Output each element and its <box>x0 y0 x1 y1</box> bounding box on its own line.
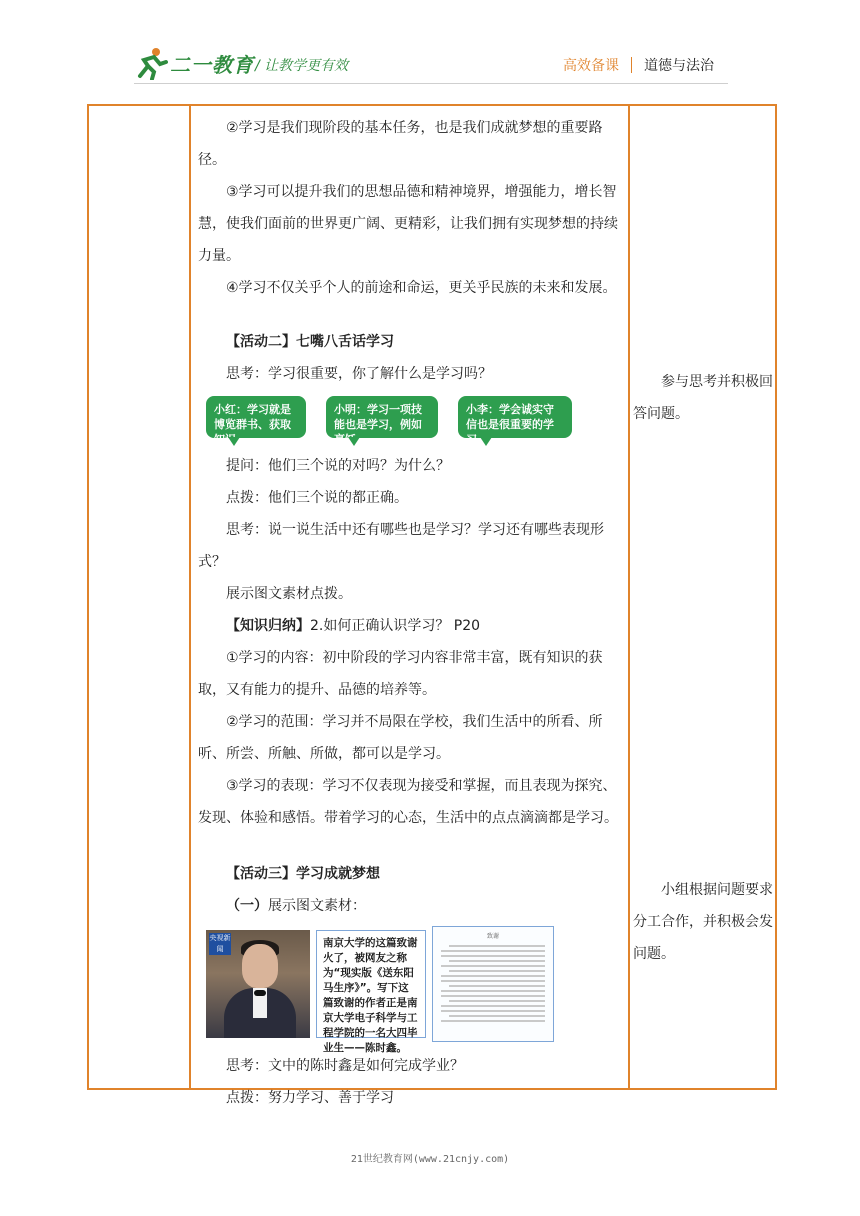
news-logo: 央视新闻 <box>209 934 231 953</box>
paragraph: 展示图文素材点拨。 <box>226 586 352 602</box>
summary-label: 【知识归纳】 <box>226 618 310 634</box>
text-line <box>449 960 545 962</box>
spacer <box>198 834 626 858</box>
text-line <box>441 955 545 957</box>
photo-face <box>242 944 278 988</box>
speech-bubble-xiaoming: 小明：学习一项技能也是学习，例如烹饪。 <box>326 396 438 438</box>
thanks-letter-image <box>432 926 554 1042</box>
text-line <box>441 975 545 977</box>
think-question: 思考：学习很重要，你了解什么是学习吗？ <box>226 366 492 382</box>
logo <box>134 46 254 80</box>
page-header <box>0 0 860 90</box>
text-line <box>449 985 545 987</box>
text-line <box>441 965 545 967</box>
text-line <box>449 1000 545 1002</box>
note-text: 参与思考并积极回答问题。 <box>633 374 773 422</box>
teaching-content-column <box>198 112 626 1114</box>
subject-label: 道德与法治 <box>644 58 714 74</box>
part-label: （一） <box>226 898 268 914</box>
ask-question: 提问：他们三个说的对吗？为什么？ <box>226 458 450 474</box>
table-column-divider <box>189 104 191 1090</box>
text-line <box>441 1010 545 1012</box>
student-activity-note <box>633 366 775 430</box>
paragraph: ④学习不仅关乎个人的前途和命运，更关乎民族的未来和发展。 <box>226 280 617 296</box>
text-line <box>441 950 545 952</box>
knowledge-point: ③学习的表现：学习不仅表现为接受和掌握，而且表现为探究、发现、体验和感悟。带着学习的心态，生活中的点点滴滴都是学习。 <box>198 778 618 826</box>
student-activity-note <box>633 874 775 970</box>
knowledge-point: ②学习的范围：学习并不局限在学校，我们生活中的所看、所听、所尝、所触、所做，都可以是学习。 <box>198 714 603 762</box>
part-text: 展示图文素材： <box>268 898 366 914</box>
hint: 点拨：努力学习、善于学习 <box>226 1090 394 1106</box>
header-course-info <box>563 55 714 75</box>
logo-text: 二一教育 <box>170 52 254 77</box>
think-question: 思考：说一说生活中还有哪些也是学习？学习还有哪些表现形式？ <box>198 522 604 570</box>
table-column-divider <box>628 104 630 1090</box>
text-line <box>441 980 545 982</box>
paragraph: ③学习可以提升我们的思想品德和精神境界，增强能力，增长智慧，使我们面前的世界更广阔、更精彩，让我们拥有实现梦想的持续力量。 <box>198 184 618 264</box>
student-photo <box>206 930 310 1038</box>
letter-title: 致谢 <box>486 933 499 940</box>
text-line <box>449 970 545 972</box>
speech-bubbles <box>198 394 626 448</box>
text-line <box>441 1005 545 1007</box>
slogan: / 让教学更有效 <box>255 58 349 74</box>
course-label: 高效备课 <box>563 58 619 74</box>
think-question: 思考：文中的陈时鑫是如何完成学业？ <box>226 1058 464 1074</box>
hint: 点拨：他们三个说的都正确。 <box>226 490 408 506</box>
knowledge-point: ①学习的内容：初中阶段的学习内容非常丰富，既有知识的获取，又有能力的提升、品德的培养等。 <box>198 650 603 698</box>
activity-2-heading: 【活动二】七嘴八舌话学习 <box>226 334 394 350</box>
text-line <box>441 990 545 992</box>
text-line <box>441 995 545 997</box>
text-line <box>449 945 545 947</box>
news-quote-card: 南京大学的这篇致谢火了，被网友之称为“现实版《送东阳马生序》”。写下这篇致谢的作者正是南京大学电子科学与工程学院的一名大四毕业生——陈时鑫。 <box>316 930 426 1038</box>
paragraph: ②学习是我们现阶段的基本任务，也是我们成就梦想的重要路径。 <box>198 120 603 168</box>
photo-bowtie <box>254 990 266 996</box>
speech-bubble-xiaoli: 小李：学会诚实守信也是很重要的学习。 <box>458 396 572 438</box>
spacer <box>198 304 626 326</box>
knowledge-summary <box>198 610 626 642</box>
text-line <box>449 1015 545 1017</box>
summary-text: 2.如何正确认识学习？ P20 <box>310 618 481 634</box>
material-images <box>198 926 626 1054</box>
runner-logo-icon <box>134 46 168 80</box>
header-rule <box>134 83 728 84</box>
activity-3-heading: 【活动三】学习成就梦想 <box>226 866 380 882</box>
page-footer: 21世纪教育网(www.21cnjy.com) <box>350 1154 510 1165</box>
text-line <box>441 1020 545 1022</box>
speech-bubble-xiaohong: 小红：学习就是博览群书、获取知识。 <box>206 396 306 438</box>
part-one-line <box>198 890 626 922</box>
header-divider <box>631 57 632 73</box>
note-text: 小组根据问题要求分工合作，并积极会发问题。 <box>633 882 773 962</box>
